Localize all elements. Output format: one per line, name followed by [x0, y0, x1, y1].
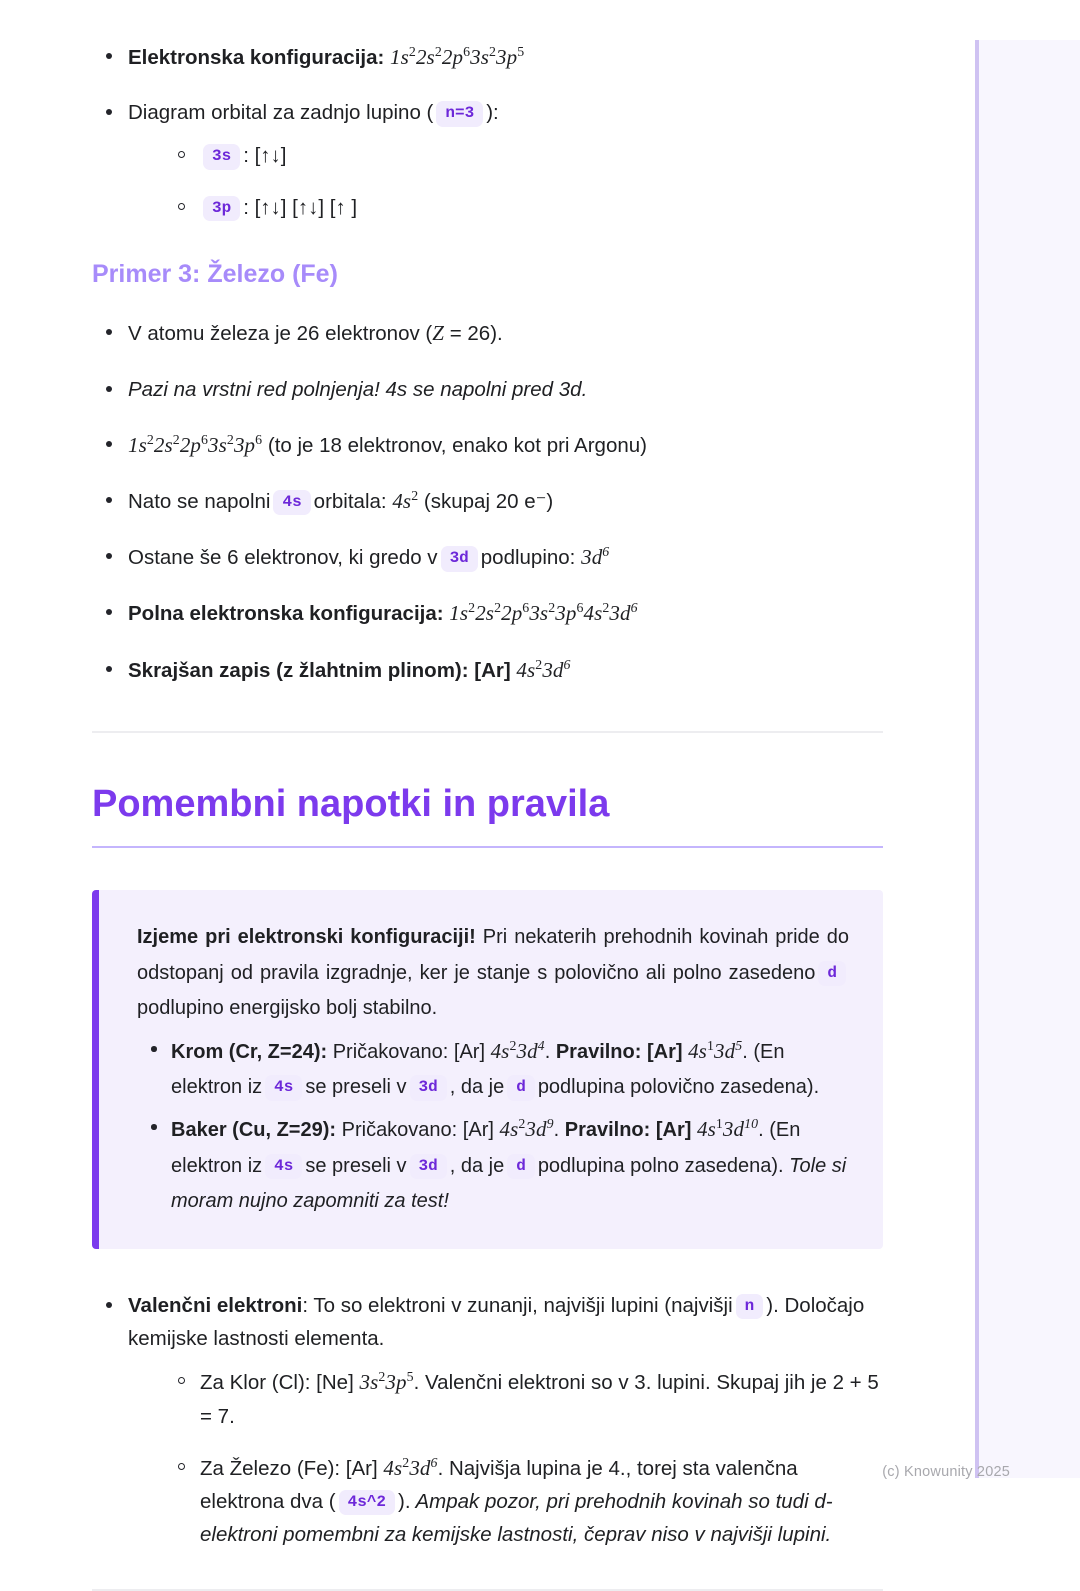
copper-italic-note: Tole si moram nujno zapomniti za test! [171, 1154, 847, 1212]
argon-core-formula: $1s^22s^22p^63s^23p^6$ [128, 431, 263, 457]
chromium-correct-formula: $4s^13d^5$ [688, 1038, 743, 1064]
copyright-watermark: (c) Knowunity 2025 [882, 1464, 1010, 1480]
page-title: Pomembni napotki in pravila [92, 781, 883, 849]
list-item [92, 40, 883, 74]
chromium-tail-end: podlupina polovično zasedena). [537, 1076, 820, 1099]
copper-correct-label: Pravilno: [Ar] [564, 1119, 692, 1142]
iron-electron-count-post: = 26). [444, 322, 503, 346]
chip-3d: 3d [441, 546, 478, 571]
chromium-expected-formula: $4s^23d^4$ [490, 1038, 545, 1064]
list-item [164, 1451, 883, 1552]
iron-valence-pre: Za Železo (Fe): [Ar] [200, 1456, 378, 1480]
list-item [137, 1111, 849, 1219]
electron-config-label: Elektronska konfiguracija: [128, 46, 385, 69]
chip-3d: 3d [410, 1075, 447, 1100]
callout-lead-tail: podlupino energijsko bolj stabilno. [137, 997, 438, 1020]
valence-list [92, 1289, 883, 1551]
chromium-period: . [544, 1041, 556, 1064]
callout-lead-bold: Izjeme pri elektronski konfiguraciji! [137, 926, 476, 949]
chromium-label: Krom (Cr, Z=24): [171, 1041, 328, 1064]
list-item [92, 373, 883, 406]
callout-lead-paragraph [137, 920, 849, 1027]
copper-tail-end: podlupina polno zasedena). [537, 1154, 784, 1177]
list-item [164, 1365, 883, 1432]
list-item [164, 191, 883, 224]
list-item [92, 96, 883, 224]
list-item [92, 484, 883, 518]
chip-n: n [736, 1294, 764, 1319]
list-item [92, 428, 883, 462]
orbital-diagram-intro: Diagram orbital za zadnjo lupino ( [128, 101, 434, 125]
callout-exception-list [137, 1033, 849, 1219]
list-item [92, 596, 883, 630]
chlorine-formula: $3s^23p^5$ [359, 1369, 414, 1395]
short-notation-label: Skrajšan zapis (z žlahtnim plinom): [Ar] [128, 658, 511, 682]
chromium-correct-label: Pravilno: [Ar] [555, 1041, 683, 1064]
copper-period: . [553, 1119, 565, 1142]
callout-box-exceptions [92, 890, 883, 1249]
chip-3d: 3d [410, 1154, 447, 1179]
fill-4s-mid: orbitala: [313, 489, 387, 513]
valence-sublist [164, 1365, 883, 1551]
short-notation-formula: $4s^23d^6$ [516, 656, 571, 682]
chip-4s2: 4s^2 [339, 1490, 395, 1515]
iron-list [92, 316, 883, 686]
atomic-number-symbol: Z [432, 321, 445, 346]
list-item [92, 1289, 883, 1551]
chip-n3: n=3 [436, 101, 483, 126]
list-item [164, 139, 883, 172]
list-item [92, 540, 883, 574]
chromium-tail-mid2: , da je [449, 1076, 505, 1099]
fill-3d-pre: Ostane še 6 elektronov, ki gredo v [128, 546, 438, 570]
copper-tail-mid: se preseli v [305, 1154, 407, 1177]
copper-tail-mid2: , da je [449, 1154, 505, 1177]
valence-label: Valenčni elektroni [128, 1293, 303, 1317]
fill-3d-formula: $3d^6$ [581, 544, 610, 570]
chromium-tail-open: . (En elektron iz [171, 1041, 785, 1099]
full-config-formula: $1s^22s^22p^63s^23p^64s^23d^6$ [449, 600, 638, 626]
orbital-sublist [164, 139, 883, 223]
section-divider [92, 731, 883, 733]
filling-order-note: Pazi na vrstni red polnjenja! 4s se napolni pred 3d. [128, 377, 588, 401]
chromium-tail-mid: se preseli v [305, 1076, 407, 1099]
copper-label: Baker (Cu, Z=29): [171, 1119, 337, 1142]
copper-tail-open: . (En elektron iz [171, 1119, 801, 1177]
fill-4s-pre: Nato se napolni [128, 489, 271, 513]
copper-correct-formula: $4s^13d^{10}$ [696, 1116, 759, 1142]
copper-expected-formula: $4s^23d^9$ [499, 1116, 554, 1142]
fill-4s-formula: $4s^2$ [392, 487, 419, 513]
chip-3s: 3s [203, 144, 240, 169]
chip-d: d [507, 1075, 535, 1100]
chip-3p: 3p [203, 196, 240, 221]
chlorine-pre: Za Klor (Cl): [Ne] [200, 1371, 354, 1395]
iron-valence-italic-note: Ampak pozor, pri prehodnih kovinah so tudi d-elektroni pomembni za kemijske lastnosti, čeprav niso v najvišji lupini. [200, 1489, 833, 1547]
list-item [137, 1033, 849, 1105]
chip-4s: 4s [265, 1154, 302, 1179]
iron-valence-mid: . Najvišja lupina je 4., torej sta valenčna elektrona dva ( [200, 1456, 798, 1513]
electron-config-formula: $1s^22s^22p^63s^23p^5$ [390, 44, 525, 69]
top-list [92, 40, 883, 224]
fill-3d-mid: podlupino: [480, 546, 576, 570]
list-item [92, 316, 883, 350]
chromium-expected-text: Pričakovano: [Ar] [327, 1041, 485, 1064]
chip-d: d [507, 1154, 535, 1179]
orbital-3p-value: : [↑↓] [↑↓] [↑ ] [243, 195, 358, 219]
chip-d: d [818, 961, 846, 986]
iron-valence-post: ). [398, 1489, 411, 1513]
list-item [92, 653, 883, 687]
iron-electron-count-pre: V atomu železa je 26 elektronov ( [128, 322, 433, 346]
chlorine-post: . Valenčni elektroni so v 3. lupini. Skupaj jih je 2 + 5 = 7. [200, 1371, 879, 1428]
chip-4s: 4s [265, 1075, 302, 1100]
callout-lead-text: Pri nekaterih prehodnih kovinah pride do odstopanj od pravila izgradnje, ker je stanje s polovično ali polno zasedeno [137, 926, 849, 984]
section-heading-iron: Primer 3: Železo (Fe) [92, 259, 338, 288]
copper-expected-text: Pričakovano: [Ar] [336, 1119, 494, 1142]
iron-valence-formula: $4s^23d^6$ [383, 1454, 438, 1480]
chip-4s: 4s [273, 490, 310, 515]
valence-text-pre: : To so elektroni v zunanji, najvišji lupini (najvišji [302, 1293, 733, 1317]
valence-text-post: ). Določajo kemijske lastnosti elementa. [128, 1293, 865, 1351]
right-edge-panel [975, 40, 1080, 1478]
argon-core-text: (to je 18 elektronov, enako kot pri Argonu) [262, 433, 647, 457]
orbital-diagram-intro-tail: ): [486, 101, 499, 125]
full-config-label: Polna elektronska konfiguracija: [128, 602, 444, 626]
fill-4s-post: (skupaj 20 e⁻) [418, 489, 554, 513]
orbital-3s-value: : [↑↓] [243, 144, 287, 168]
